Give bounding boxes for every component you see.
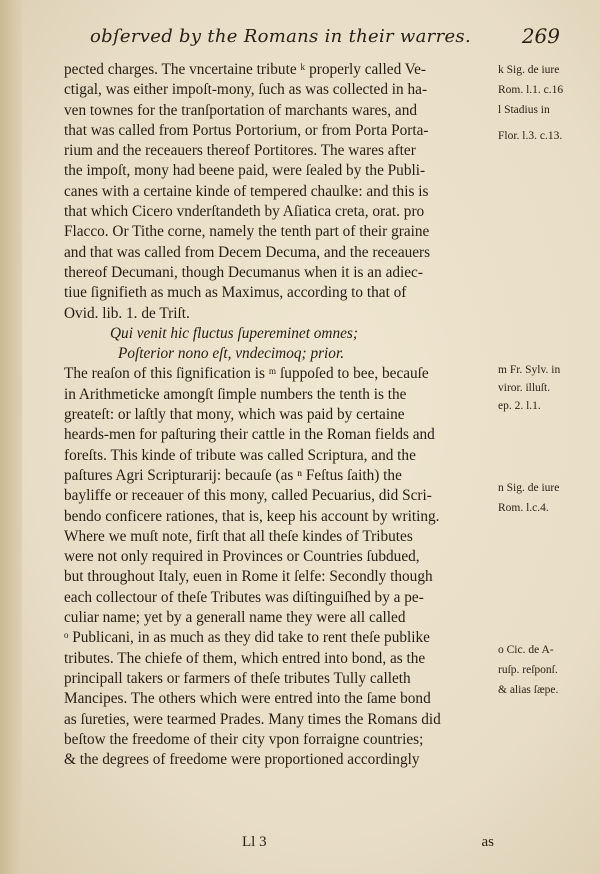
margin-note: k Sig. de iure (498, 64, 560, 76)
margin-note: ep. 2. l.1. (498, 400, 541, 412)
text-line: Where we muſt note, firſt that all theſe kindes of Tributes (64, 527, 413, 545)
text-line: the impoſt, mony had beene paid, were ſealed by the Publi- (64, 162, 426, 180)
text-line: The reaſon of this ſignification is ᵐ ſuppoſed to bee, becauſe (64, 365, 429, 383)
text-line: ven townes for the tranſportation of marchants wares, and (64, 101, 417, 119)
page-gutter (0, 0, 22, 874)
text-line: in Arithmeticke amongſt ſimple numbers the tenth is the (64, 385, 407, 403)
page-header (90, 22, 560, 52)
text-line: foreſts. This kinde of tribute was called Scriptura, and the (64, 446, 416, 464)
page-number: 269 (521, 24, 560, 48)
margin-note: ruſp. reſponſ. (498, 664, 558, 676)
text-line: heards-men for paſturing their cattle in the Roman fields and (64, 426, 435, 444)
catchword: as (481, 834, 494, 850)
running-title: obſerved by the Romans in their warres. (90, 26, 471, 47)
text-line: beſtow the freedome of their city vpon forraigne countries; (64, 730, 424, 748)
body-text (64, 60, 494, 770)
margin-note: n Sig. de iure (498, 482, 560, 494)
text-line: ctigal, was either impoſt-mony, ſuch as was collected in ha- (64, 81, 428, 99)
margin-note: l Stadius in (498, 104, 550, 116)
text-line: were not only required in Provinces or Countries ſubdued, (64, 548, 420, 566)
text-line: that was called from Portus Portorium, or from Porta Porta- (64, 121, 429, 139)
text-line: tiue ſignifieth as much as Maximus, according to that of (64, 284, 407, 302)
margin-note: Rom. l.c.4. (498, 502, 549, 514)
text-line: & the degrees of freedome were proportioned accordingly (64, 751, 420, 769)
text-line: rium and the receauers thereof Portitores. The wares after (64, 142, 416, 160)
margin-note: Rom. l.1. c.16 (498, 84, 564, 96)
text-line: bendo conficere rationes, that is, keep his account by writing. (64, 507, 440, 525)
margin-note: m Fr. Sylv. in (498, 364, 561, 376)
text-line: tributes. The chiefe of them, which entred into bond, as the (64, 649, 426, 667)
margin-note: viror. illuſt. (498, 382, 551, 394)
text-line: ᵒ Publicani, in as much as they did take to rent theſe publike (64, 629, 430, 647)
text-line: but throughout Italy, euen in Rome it ſelfe: Secondly though (64, 568, 433, 586)
text-line: each collectour of theſe Tributes was diſtinguiſhed by a pe- (64, 588, 424, 606)
text-line: Flacco. Or Tithe corne, namely the tenth part of their graine (64, 223, 430, 241)
text-line: paſtures Agri Scripturarij: becauſe (as ⁿ Feſtus ſaith) the (64, 466, 402, 484)
text-line: greateſt: or laſtly that mony, which was paid by certaine (64, 406, 405, 424)
margin-note: Flor. l.3. c.13. (498, 130, 563, 142)
text-line: Mancipes. The others which were entred into the ſame bond (64, 690, 431, 708)
text-line: bayliffe or receauer of this mony, called Pecuarius, did Scri- (64, 487, 432, 505)
page-footer (64, 834, 494, 856)
margin-note: o Cic. de A- (498, 644, 554, 656)
text-line: principall takers or farmers of theſe tributes Tully calleth (64, 669, 411, 687)
signature-mark: Ll 3 (242, 834, 267, 850)
text-line: Ovid. lib. 1. de Triſt. (64, 304, 190, 322)
text-line: and that was called from Decem Decuma, and the receauers (64, 243, 431, 261)
text-line: pected charges. The vncertaine tribute ᵏ properly called Ve- (64, 61, 427, 78)
text-line: thereof Decumani, though Decumanus when it is an adiec- (64, 263, 423, 281)
text-line: as ſureties, were tearmed Prades. Many times the Romans did (64, 710, 441, 728)
text-line: that which Cicero vnderſtandeth by Aſiatica creta, orat. pro (64, 203, 425, 221)
text-line: canes with a certaine kinde of tempered chaulke: and this is (64, 182, 429, 200)
verse-line: Poſterior nono eſt, vndecimoq; prior. (118, 345, 345, 363)
verse-line: Qui venit hic fluctus ſupereminet omnes; (110, 324, 358, 342)
margin-note: & alias ſæpe. (498, 684, 559, 696)
text-line: culiar name; yet by a generall name they were all called (64, 609, 406, 627)
